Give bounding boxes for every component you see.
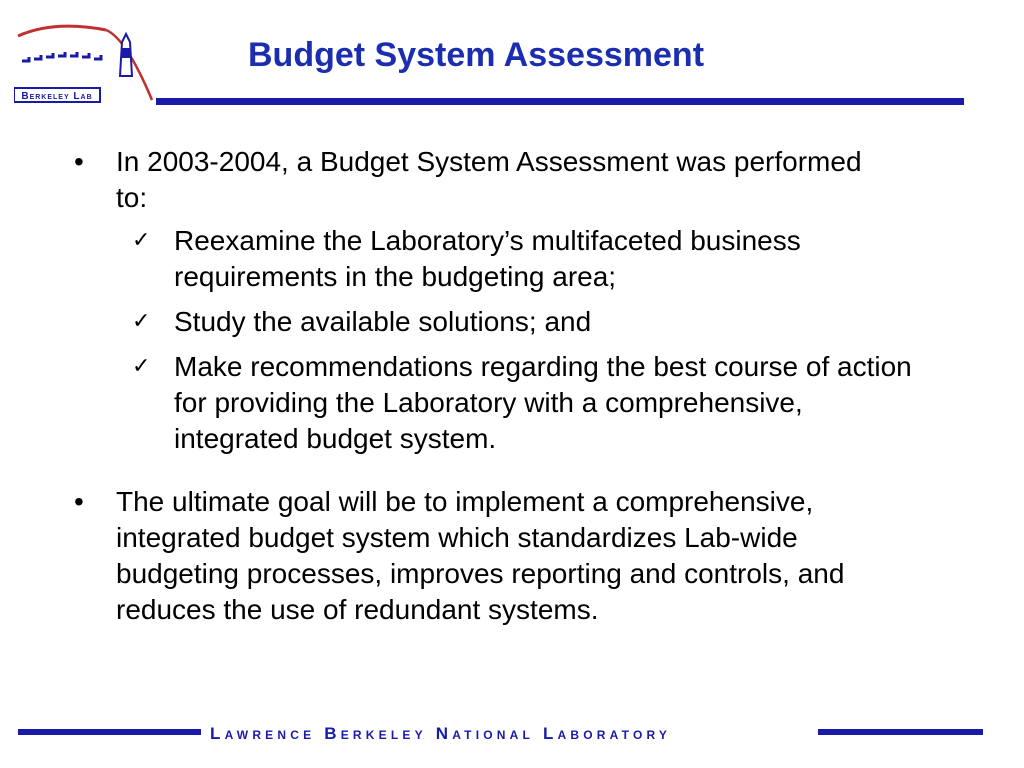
- footer-lab-name: Lawrence Berkeley National Laboratory: [210, 724, 672, 743]
- sub-bullet-text: Reexamine the Laboratory’s multifaceted business requirements in the budgeting area;: [174, 225, 801, 292]
- footer-rule-right: [818, 729, 983, 735]
- sub-bullet-text: Make recommendations regarding the best course of action for providing the Laboratory with a comprehensive, integrated budget system.: [174, 351, 912, 454]
- bullet-text: In 2003-2004, a Budget System Assessment was performed to:: [116, 146, 862, 213]
- check-mark-icon: ✓: [132, 354, 151, 379]
- bullet-dot: •: [74, 146, 84, 177]
- slide-title: Budget System Assessment: [248, 36, 705, 74]
- sub-bullet-text: Study the available solutions; and: [174, 306, 592, 337]
- logo-graphic: [14, 14, 156, 106]
- bullet-text: The ultimate goal will be to implement a comprehensive, integrated budget system which standardizes Lab-wide budgeting processes, improves reporting and controls, and reduces the use of redundant systems.: [116, 486, 845, 625]
- footer-rule-left: [18, 729, 201, 735]
- bullet-dot: •: [74, 486, 84, 517]
- title-divider: [156, 98, 964, 105]
- check-mark-icon: ✓: [132, 228, 151, 253]
- logo-text: Berkeley Lab: [21, 91, 93, 102]
- berkeley-lab-logo: [14, 14, 156, 106]
- check-mark-icon: ✓: [132, 309, 151, 334]
